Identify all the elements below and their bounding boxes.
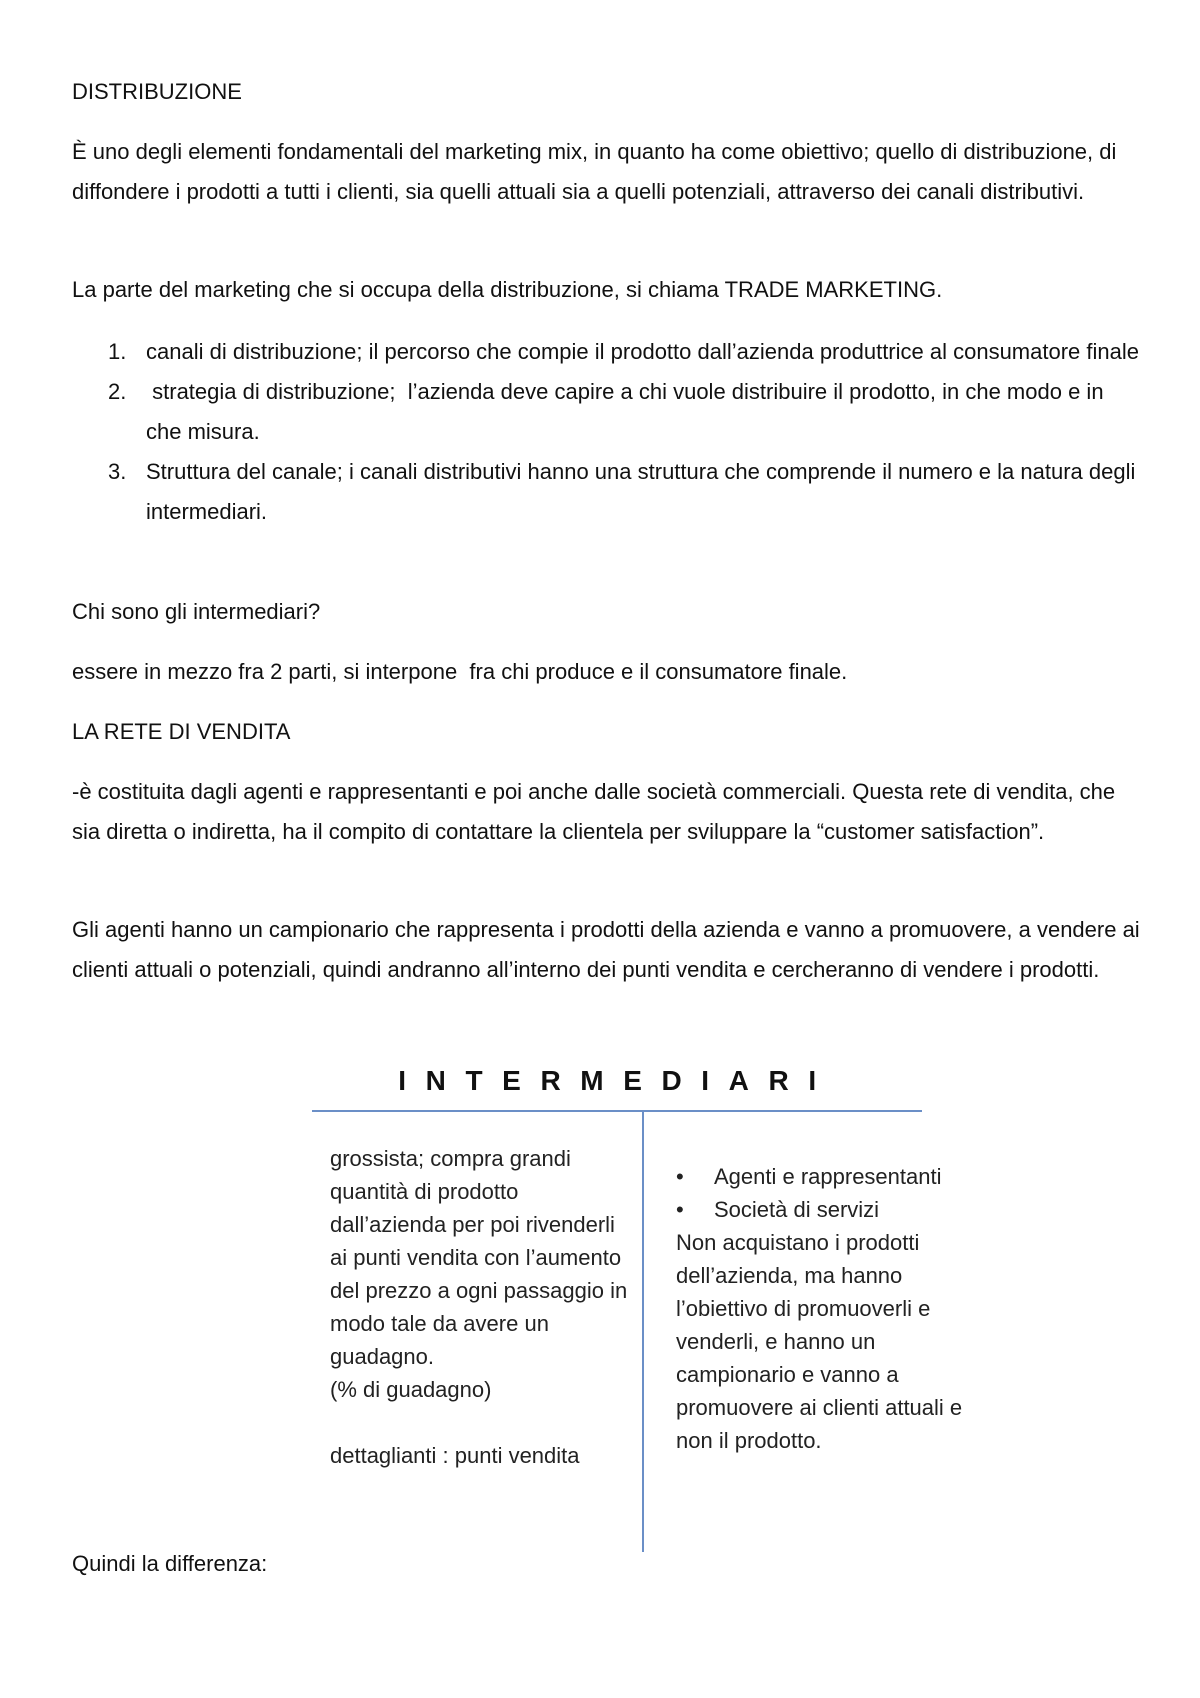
list-number: 3.	[108, 459, 127, 484]
list-number: 1.	[108, 339, 127, 364]
list-item-text: canali di distribuzione; il percorso che compie il prodotto dall’azienda produttrice al consumatore finale	[146, 339, 1139, 364]
question-intermediari: Chi sono gli intermediari?	[72, 599, 321, 624]
numbered-list	[72, 332, 1142, 532]
guadagno-note: (% di guadagno)	[330, 1377, 492, 1402]
grossista-text: grossista; compra grandi quantità di prodotto dall’azienda per poi rivenderli ai punti vendita con l’aumento del prezzo a ogni passaggio in modo tale da avere un guadagno.	[330, 1146, 628, 1369]
paragraph-rete-vendita: -è costituita dagli agenti e rappresentanti e poi anche dalle società commerciali. Questa rete di vendita, che sia diretta o indiretta, ha il compito di contattare la clientela per sviluppare la “customer satisfaction”.	[72, 779, 1116, 844]
bullet-text: Agenti e rappresentanti	[714, 1164, 942, 1189]
table-horizontal-divider	[312, 1110, 922, 1112]
bullet-text: Società di servizi	[714, 1197, 880, 1222]
closing-line: Quindi la differenza:	[72, 1551, 268, 1576]
bullet-list	[676, 1160, 976, 1226]
list-number: 2.	[108, 379, 127, 404]
right-column-text: Non acquistano i prodotti dell’azienda, ma hanno l’obiettivo di promuoverli e venderli, e hanno un campionario e vanno a promuovere ai clienti attuali e non il prodotto.	[676, 1230, 963, 1453]
list-item	[72, 372, 1142, 452]
paragraph-agenti: Gli agenti hanno un campionario che rappresenta i prodotti della azienda e vanno a promuovere, a vendere ai clienti attuali o potenziali, quindi andranno all’interno dei punti vendita e cercheranno di vendere i prodotti.	[72, 917, 1140, 982]
list-item-text: strategia di distribuzione; l’azienda deve capire a chi vuole distribuire il prodotto, in che modo e in che misura.	[146, 379, 1110, 444]
paragraph-trade-marketing: La parte del marketing che si occupa della distribuzione, si chiama TRADE MARKETING.	[72, 277, 943, 302]
spacer	[330, 1406, 630, 1439]
intermediari-right-column	[676, 1160, 976, 1457]
table-vertical-divider	[642, 1110, 644, 1552]
page-title: DISTRIBUZIONE	[72, 79, 242, 104]
paragraph-intro: È uno degli elementi fondamentali del marketing mix, in quanto ha come obiettivo; quello di distribuzione, di diffondere i prodotti a tutti i clienti, sia quelli attuali sia a quelli potenziali, attraverso dei canali distributivi.	[72, 139, 1117, 204]
intermediari-title: INTERMEDIARI	[398, 1065, 836, 1096]
dettaglianti-text: dettaglianti : punti vendita	[330, 1443, 580, 1468]
intermediari-left-column	[330, 1142, 630, 1472]
bullet-icon: •	[676, 1164, 684, 1189]
list-item	[72, 452, 1142, 532]
section-heading-rete-vendita: LA RETE DI VENDITA	[72, 719, 291, 744]
list-item	[676, 1160, 976, 1193]
bullet-icon: •	[676, 1197, 684, 1222]
list-item	[676, 1193, 976, 1226]
list-item-text: Struttura del canale; i canali distributivi hanno una struttura che comprende il numero e la natura degli intermediari.	[146, 459, 1136, 524]
paragraph-definition: essere in mezzo fra 2 parti, si interpone fra chi produce e il consumatore finale.	[72, 659, 848, 684]
list-item	[72, 332, 1142, 372]
